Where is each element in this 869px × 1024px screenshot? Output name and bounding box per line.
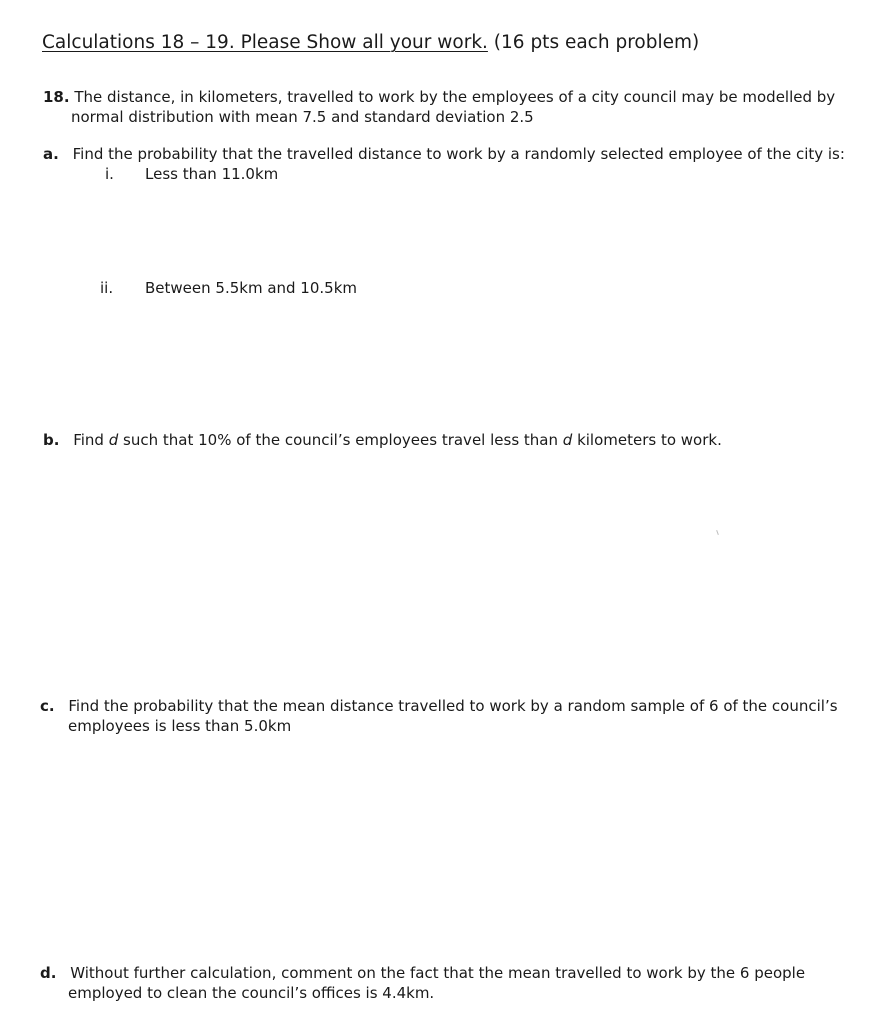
part-d-line-1 [40,963,805,983]
part-a [43,144,845,164]
question-number: 18. [43,88,70,106]
part-b-variable-d-2: d [562,431,573,449]
question-18-line-1 [43,87,835,107]
scan-speck [716,530,719,535]
question-text-line-1: The distance, in kilometers, travelled to work by the employees of a city council may be modelled by [74,88,836,106]
part-c-label: c. [40,697,55,715]
heading-title: Calculations 18 – 19. Please Show all your work. [42,32,488,53]
part-b-variable-d: d [108,431,119,449]
heading-points: (16 pts each problem) [487,32,700,53]
page-heading [42,32,699,53]
part-b-text-mid: such that 10% of the council’s employees travel less than [118,431,563,449]
question-18-line-2: normal distribution with mean 7.5 and standard deviation 2.5 [71,108,534,126]
part-d-label: d. [40,964,57,982]
part-c-line-1 [40,696,838,716]
part-b [43,430,722,450]
part-a-sub-ii-label: ii. [100,279,114,297]
part-d-line-2: employed to clean the council’s offices is 4.4km. [68,984,435,1002]
part-a-sub-i-label: i. [105,165,114,183]
part-c-line-2: employees is less than 5.0km [68,717,292,735]
part-a-label: a. [43,145,59,163]
part-a-sub-i-text: Less than 11.0km [145,165,279,183]
part-a-sub-ii-text: Between 5.5km and 10.5km [145,279,358,297]
part-c-text-line-1: Find the probability that the mean distance travelled to work by a random sample of 6 of the council’s [68,697,838,715]
part-b-label: b. [43,431,60,449]
part-a-text: Find the probability that the travelled distance to work by a randomly selected employee of the city is: [72,145,845,163]
part-d-text-line-1: Without further calculation, comment on the fact that the mean travelled to work by the 6 people [70,964,806,982]
part-b-text-post: kilometers to work. [572,431,722,449]
part-b-text-pre: Find [73,431,109,449]
